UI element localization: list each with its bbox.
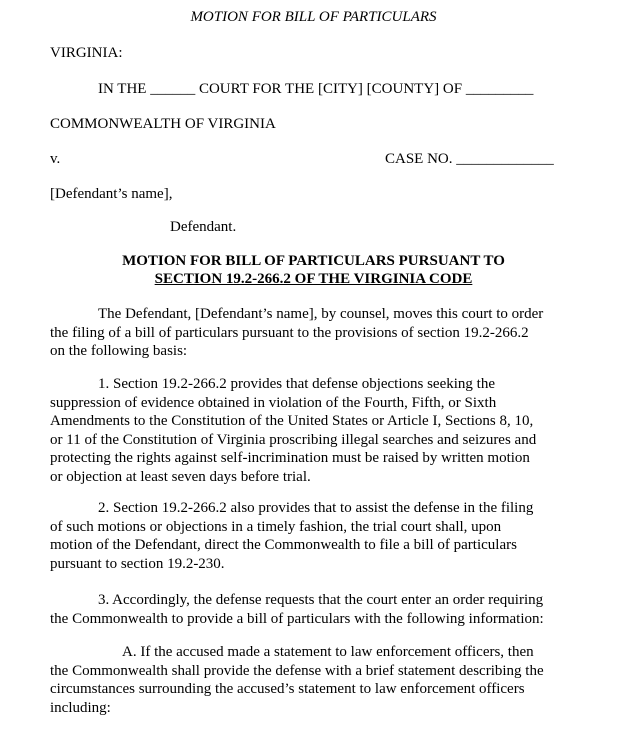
intro-line: on the following basis: xyxy=(50,343,188,360)
paragraph-2-line: pursuant to section 19.2-230. xyxy=(50,555,225,572)
paragraph-a xyxy=(50,643,580,717)
paragraph-2 xyxy=(50,499,580,573)
paragraph-2-line: motion of the Defendant, direct the Commonwealth to file a bill of particulars xyxy=(50,537,517,554)
paragraph-3-line: the Commonwealth to provide a bill of particulars with the following information: xyxy=(50,610,544,627)
caption-versus: v. xyxy=(50,151,61,167)
paragraph-1-line: Amendments to the Constitution of the United States or Article I, Sections 8, 10, xyxy=(50,413,534,430)
paragraph-1-line: or 11 of the Constitution of Virginia proscribing illegal searches and seizures and xyxy=(50,431,537,448)
caption-defendant-label: Defendant. xyxy=(170,219,237,235)
paragraph-a-line: circumstances surrounding the accused’s statement to law enforcement officers xyxy=(50,681,525,698)
caption-party: COMMONWEALTH OF VIRGINIA xyxy=(50,116,276,132)
caption-court-line: IN THE ______ COURT FOR THE [CITY] [COUNTY] OF _________ xyxy=(98,81,534,97)
caption-defendant-name: [Defendant’s name], xyxy=(50,186,173,202)
caption-state: VIRGINIA: xyxy=(50,45,123,61)
paragraph-1-line: 1. Section 19.2-266.2 provides that defense objections seeking the xyxy=(98,376,495,392)
paragraph-3 xyxy=(50,591,580,628)
intro-paragraph xyxy=(50,305,580,361)
motion-heading-line2: SECTION 19.2-266.2 OF THE VIRGINIA CODE xyxy=(154,271,473,287)
paragraph-2-line: of such motions or objections in a timely fashion, the trial court shall, upon xyxy=(50,518,502,535)
caption-case-no: CASE NO. _____________ xyxy=(385,151,554,167)
paragraph-3-line: 3. Accordingly, the defense requests that the court enter an order requiring xyxy=(98,592,544,608)
paragraph-a-line: A. If the accused made a statement to law enforcement officers, then xyxy=(122,644,534,660)
paragraph-1-line: protecting the rights against self-incrimination must be raised by written motion xyxy=(50,450,530,467)
paragraph-1-line: or objection at least seven days before trial. xyxy=(50,468,311,485)
paragraph-a-line: including: xyxy=(50,699,111,716)
paragraph-2-line: 2. Section 19.2-266.2 also provides that to assist the defense in the filing xyxy=(98,500,534,516)
paragraph-1-line: suppression of evidence obtained in violation of the Fourth, Fifth, or Sixth xyxy=(50,394,497,411)
document-title: MOTION FOR BILL OF PARTICULARS xyxy=(190,9,437,25)
paragraph-a-line: the Commonwealth shall provide the defense with a brief statement describing the xyxy=(50,662,544,679)
intro-line: The Defendant, [Defendant’s name], by counsel, moves this court to order xyxy=(98,306,544,322)
motion-heading-line1: MOTION FOR BILL OF PARTICULARS PURSUANT TO xyxy=(122,253,505,269)
paragraph-1 xyxy=(50,375,580,487)
intro-line: the filing of a bill of particulars pursuant to the provisions of section 19.2-266.2 xyxy=(50,324,529,341)
